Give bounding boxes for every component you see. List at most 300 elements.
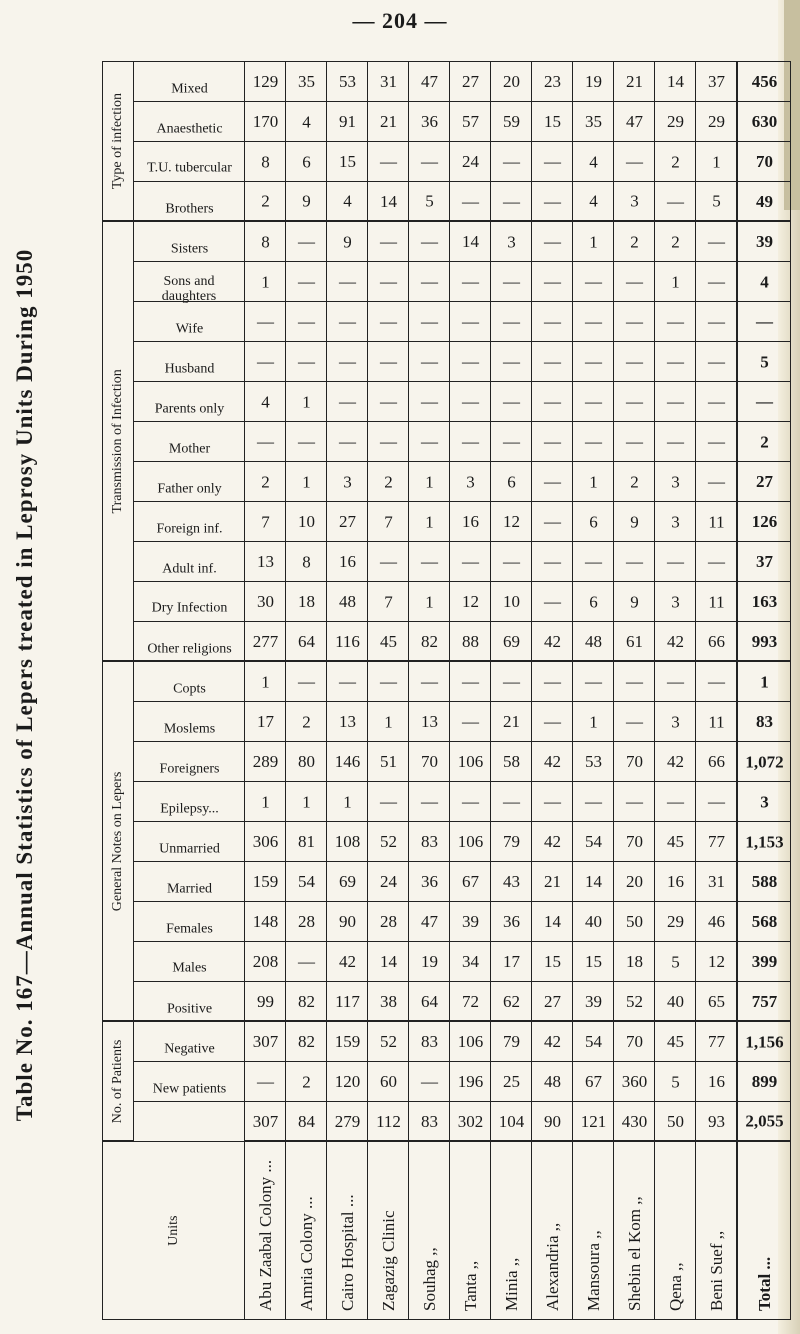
cell-value: 13: [338, 711, 356, 731]
data-cell: [655, 861, 696, 901]
data-cell: [491, 861, 532, 901]
cell-value: 4: [260, 391, 270, 411]
cell-value: 59: [502, 111, 520, 131]
data-cell: [245, 61, 286, 101]
data-cell: [573, 501, 614, 541]
cell-value: —: [502, 672, 520, 692]
page-number: — 204 —: [352, 8, 448, 33]
cell-value: —: [420, 151, 438, 171]
cell-value: 5: [424, 191, 434, 211]
cell-value: 31: [707, 871, 725, 891]
data-cell: [614, 181, 655, 221]
data-cell: [737, 901, 791, 941]
column-header-label: Sons and daughters: [161, 273, 217, 304]
data-cell: [696, 61, 738, 101]
data-cell: [450, 581, 491, 621]
cell-value: —: [666, 791, 684, 811]
data-cell: [532, 661, 573, 701]
cell-value: —: [502, 151, 520, 171]
cell-value: 61: [625, 631, 643, 651]
data-cell: [696, 301, 738, 341]
data-cell: [573, 821, 614, 861]
cell-value: 62: [502, 991, 520, 1011]
cell-value: 23: [543, 71, 561, 91]
cell-value: 82: [297, 991, 315, 1011]
cell-value: 47: [625, 111, 643, 131]
data-cell: [737, 261, 791, 301]
cell-value: 27: [755, 471, 773, 491]
cell-value: 28: [379, 911, 397, 931]
cell-value: —: [297, 951, 315, 971]
cell-value: 3: [465, 471, 475, 491]
data-cell: [245, 381, 286, 421]
cell-value: 79: [502, 831, 520, 851]
cell-value: 58: [502, 751, 520, 771]
data-cell: [491, 781, 532, 821]
data-cell: [245, 141, 286, 181]
data-cell: [696, 221, 738, 261]
cell-value: 99: [256, 991, 274, 1011]
data-cell: [737, 461, 791, 501]
cell-value: 18: [297, 591, 315, 611]
data-cell: [655, 1062, 696, 1102]
data-cell: [573, 101, 614, 141]
data-cell: [573, 861, 614, 901]
data-cell: [737, 661, 791, 701]
data-cell: [450, 701, 491, 741]
cell-value: 70: [625, 831, 643, 851]
cell-value: —: [584, 672, 602, 692]
cell-value: 17: [256, 711, 274, 731]
cell-value: —: [461, 311, 479, 331]
data-cell: [409, 181, 450, 221]
cell-value: 27: [543, 991, 561, 1011]
data-cell: [409, 1021, 450, 1061]
data-cell: [573, 301, 614, 341]
data-cell: [696, 101, 738, 141]
cell-value: —: [625, 791, 643, 811]
cell-value: 289: [252, 751, 278, 771]
column-header-label: Married: [166, 881, 212, 897]
data-cell: [450, 301, 491, 341]
cell-value: 83: [420, 831, 438, 851]
column-header-label: Father only: [156, 481, 222, 497]
cell-value: 3: [670, 711, 680, 731]
unit-name-cell: [573, 1142, 614, 1320]
data-cell: [573, 661, 614, 701]
data-cell: [491, 981, 532, 1021]
cell-value: —: [584, 551, 602, 571]
cell-value: 90: [338, 911, 356, 931]
data-cell: [245, 301, 286, 341]
unit-name: Tanta ,,: [460, 1260, 480, 1311]
data-cell: [614, 421, 655, 461]
cell-value: 116: [334, 631, 360, 651]
cell-value: 430: [621, 1111, 647, 1131]
cell-value: —: [338, 271, 356, 291]
column-header-label: Moslems: [163, 721, 215, 737]
cell-value: 11: [707, 711, 725, 731]
cell-value: 48: [584, 631, 602, 651]
data-cell: [450, 181, 491, 221]
data-cell: [696, 381, 738, 421]
table-row: [573, 61, 614, 1319]
cell-value: —: [707, 431, 725, 451]
cell-value: —: [707, 311, 725, 331]
data-cell: [368, 581, 409, 621]
data-cell: [491, 501, 532, 541]
data-cell: [491, 701, 532, 741]
data-cell: [696, 501, 738, 541]
data-cell: [368, 181, 409, 221]
data-cell: [286, 221, 327, 261]
table-row: [491, 61, 532, 1319]
cell-value: 163: [751, 591, 777, 611]
cell-value: 90: [543, 1111, 561, 1131]
cell-value: —: [584, 791, 602, 811]
column-header-label: Males: [171, 960, 207, 976]
data-cell: [614, 381, 655, 421]
data-cell: [450, 461, 491, 501]
data-cell: [409, 581, 450, 621]
data-cell: [573, 781, 614, 821]
data-cell: [573, 541, 614, 581]
cell-value: —: [379, 351, 397, 371]
cell-value: 9: [629, 591, 639, 611]
column-header: [134, 1081, 245, 1142]
cell-value: 84: [297, 1111, 315, 1131]
data-cell: [245, 101, 286, 141]
data-cell: [286, 781, 327, 821]
cell-value: —: [461, 391, 479, 411]
data-cell: [655, 181, 696, 221]
data-cell: [409, 341, 450, 381]
data-cell: [614, 981, 655, 1021]
cell-value: —: [707, 791, 725, 811]
cell-value: —: [543, 551, 561, 571]
data-cell: [655, 501, 696, 541]
cell-value: 1,072: [744, 751, 784, 771]
data-cell: [737, 221, 791, 261]
cell-value: 42: [543, 631, 561, 651]
cell-value: —: [543, 511, 561, 531]
cell-value: 3: [342, 471, 352, 491]
data-cell: [409, 61, 450, 101]
cell-value: 27: [461, 71, 479, 91]
cell-value: 7: [383, 591, 393, 611]
table-row: [245, 61, 286, 1319]
cell-value: —: [543, 791, 561, 811]
data-cell: [737, 1062, 791, 1102]
cell-value: 159: [334, 1032, 360, 1052]
data-cell: [737, 181, 791, 221]
cell-value: 1: [588, 711, 598, 731]
data-cell: [450, 541, 491, 581]
cell-value: —: [379, 391, 397, 411]
cell-value: 42: [543, 831, 561, 851]
data-cell: [327, 581, 368, 621]
data-cell: [450, 221, 491, 261]
unit-name-cell: [696, 1142, 738, 1320]
data-cell: [245, 621, 286, 661]
data-cell: [491, 821, 532, 861]
cell-value: —: [338, 431, 356, 451]
unit-name: Abu Zaabal Colony ...: [255, 1159, 275, 1311]
cell-value: —: [543, 591, 561, 611]
data-cell: [327, 821, 368, 861]
cell-value: 2: [260, 191, 270, 211]
leprosy-statistics-table: [102, 61, 791, 1320]
cell-value: 14: [379, 191, 397, 211]
data-cell: [614, 261, 655, 301]
data-cell: [655, 821, 696, 861]
data-cell: [532, 1062, 573, 1102]
data-cell: [655, 781, 696, 821]
table-row: [614, 61, 655, 1319]
data-cell: [327, 541, 368, 581]
data-cell: [286, 901, 327, 941]
cell-value: 16: [338, 551, 356, 571]
data-cell: [368, 701, 409, 741]
cell-value: —: [420, 431, 438, 451]
cell-value: —: [666, 431, 684, 451]
cell-value: 2: [629, 471, 639, 491]
data-cell: [245, 781, 286, 821]
data-cell: [655, 421, 696, 461]
data-cell: [368, 941, 409, 981]
cell-value: 279: [334, 1111, 360, 1131]
data-cell: [450, 141, 491, 181]
cell-value: 3: [670, 511, 680, 531]
data-cell: [368, 61, 409, 101]
cell-value: 1: [670, 271, 680, 291]
table-row: [368, 61, 409, 1319]
cell-value: 16: [707, 1072, 725, 1091]
unit-name: Qena ,,: [665, 1262, 685, 1311]
cell-value: 993: [751, 631, 777, 651]
cell-value: 456: [751, 71, 777, 91]
column-header-label: Parents only: [154, 401, 224, 417]
data-cell: [696, 581, 738, 621]
data-cell: [532, 821, 573, 861]
cell-value: 13: [420, 711, 438, 731]
cell-value: 12: [461, 591, 479, 611]
cell-value: 7: [260, 511, 270, 531]
cell-value: —: [584, 271, 602, 291]
cell-value: —: [543, 672, 561, 692]
unit-name-cell: [327, 1142, 368, 1320]
data-cell: [696, 181, 738, 221]
cell-value: —: [420, 351, 438, 371]
cell-value: 29: [707, 111, 725, 131]
cell-value: 70: [625, 1032, 643, 1052]
unit-name: Mansoura ,,: [583, 1230, 603, 1311]
data-cell: [450, 261, 491, 301]
table-row: [286, 61, 327, 1319]
data-cell: [409, 461, 450, 501]
cell-value: 37: [755, 551, 773, 571]
data-cell: [696, 661, 738, 701]
cell-value: —: [625, 271, 643, 291]
data-cell: [655, 541, 696, 581]
column-header-label: Wife: [175, 321, 203, 337]
data-cell: [696, 741, 738, 781]
unit-name: Shebin el Kom ,,: [624, 1196, 644, 1311]
cell-value: 8: [301, 551, 311, 571]
cell-value: 36: [502, 911, 520, 931]
data-cell: [696, 461, 738, 501]
cell-value: 39: [584, 991, 602, 1011]
cell-value: 36: [420, 871, 438, 891]
column-header-label: Brothers: [164, 201, 214, 217]
data-cell: [245, 181, 286, 221]
data-cell: [573, 261, 614, 301]
unit-name: Cairo Hospital ...: [337, 1194, 357, 1311]
data-cell: [368, 781, 409, 821]
data-cell: [286, 381, 327, 421]
data-cell: [286, 701, 327, 741]
table-row: [327, 61, 368, 1319]
data-cell: [737, 421, 791, 461]
cell-value: —: [625, 311, 643, 331]
data-cell: [737, 701, 791, 741]
data-cell: [655, 381, 696, 421]
cell-value: 43: [502, 871, 520, 891]
data-cell: [368, 661, 409, 701]
cell-value: —: [584, 351, 602, 371]
data-cell: [655, 901, 696, 941]
data-cell: [532, 381, 573, 421]
cell-value: 106: [457, 751, 483, 771]
data-cell: [532, 861, 573, 901]
data-cell: [532, 981, 573, 1021]
cell-value: 5: [670, 1072, 680, 1091]
data-cell: [245, 341, 286, 381]
data-cell: [532, 61, 573, 101]
cell-value: 60: [379, 1072, 397, 1091]
data-cell: [450, 1102, 491, 1142]
cell-value: 3: [506, 232, 516, 252]
data-cell: [327, 1062, 368, 1102]
cell-value: —: [297, 311, 315, 331]
data-cell: [532, 781, 573, 821]
data-cell: [450, 821, 491, 861]
data-cell: [491, 181, 532, 221]
data-cell: [491, 461, 532, 501]
data-cell: [655, 661, 696, 701]
data-cell: [655, 621, 696, 661]
cell-value: 69: [338, 871, 356, 891]
data-cell: [614, 781, 655, 821]
data-cell: [409, 541, 450, 581]
data-cell: [368, 861, 409, 901]
data-cell: [368, 421, 409, 461]
cell-value: 46: [707, 911, 725, 931]
data-cell: [409, 221, 450, 261]
cell-value: —: [420, 551, 438, 571]
cell-value: 159: [252, 871, 278, 891]
column-header-label: Mixed: [170, 81, 208, 97]
data-cell: [614, 101, 655, 141]
cell-value: 126: [751, 511, 777, 531]
data-cell: [409, 981, 450, 1021]
cell-value: 8: [260, 232, 270, 252]
cell-value: —: [502, 351, 520, 371]
cell-value: 1: [301, 391, 311, 411]
cell-value: —: [297, 672, 315, 692]
data-cell: [409, 1062, 450, 1102]
cell-value: 37: [707, 71, 725, 91]
cell-value: 34: [461, 951, 479, 971]
cell-value: —: [755, 311, 773, 331]
data-cell: [573, 1021, 614, 1061]
data-cell: [573, 581, 614, 621]
data-cell: [368, 741, 409, 781]
cell-value: 52: [379, 831, 397, 851]
data-cell: [491, 301, 532, 341]
unit-name: Zagazig Clinic: [378, 1210, 398, 1311]
cell-value: 91: [338, 111, 356, 131]
cell-value: 1: [301, 471, 311, 491]
data-cell: [327, 101, 368, 141]
cell-value: —: [379, 551, 397, 571]
rotated-table-page: [12, 50, 784, 1320]
cell-value: 12: [707, 951, 725, 971]
cell-value: 20: [502, 71, 520, 91]
cell-value: 3: [759, 791, 769, 811]
cell-value: 14: [666, 71, 684, 91]
data-cell: [327, 261, 368, 301]
cell-value: —: [379, 271, 397, 291]
data-cell: [245, 821, 286, 861]
cell-value: —: [543, 391, 561, 411]
cell-value: —: [625, 551, 643, 571]
cell-value: 21: [379, 111, 397, 131]
cell-value: 120: [334, 1072, 360, 1091]
cell-value: —: [420, 791, 438, 811]
cell-value: 52: [379, 1032, 397, 1052]
cell-value: 39: [461, 911, 479, 931]
data-cell: [450, 501, 491, 541]
data-cell: [532, 541, 573, 581]
cell-value: 54: [297, 871, 315, 891]
data-cell: [573, 741, 614, 781]
data-cell: [737, 501, 791, 541]
cell-value: —: [297, 271, 315, 291]
cell-value: 117: [334, 991, 360, 1011]
data-cell: [286, 1102, 327, 1142]
data-cell: [286, 501, 327, 541]
unit-name: Alexandria ,,: [542, 1222, 562, 1311]
cell-value: 106: [457, 1032, 483, 1052]
cell-value: —: [461, 271, 479, 291]
data-cell: [573, 941, 614, 981]
cell-value: 4: [588, 191, 598, 211]
data-cell: [614, 861, 655, 901]
cell-value: 3: [670, 591, 680, 611]
data-cell: [327, 981, 368, 1021]
cell-value: 50: [625, 911, 643, 931]
transmission-group-header: Transmission of Infection: [103, 221, 134, 661]
cell-value: 48: [338, 591, 356, 611]
data-cell: [450, 421, 491, 461]
cell-value: 29: [666, 111, 684, 131]
cell-value: —: [625, 672, 643, 692]
cell-value: 64: [297, 631, 315, 651]
cell-value: —: [502, 311, 520, 331]
data-cell: [696, 421, 738, 461]
cell-value: 42: [666, 631, 684, 651]
